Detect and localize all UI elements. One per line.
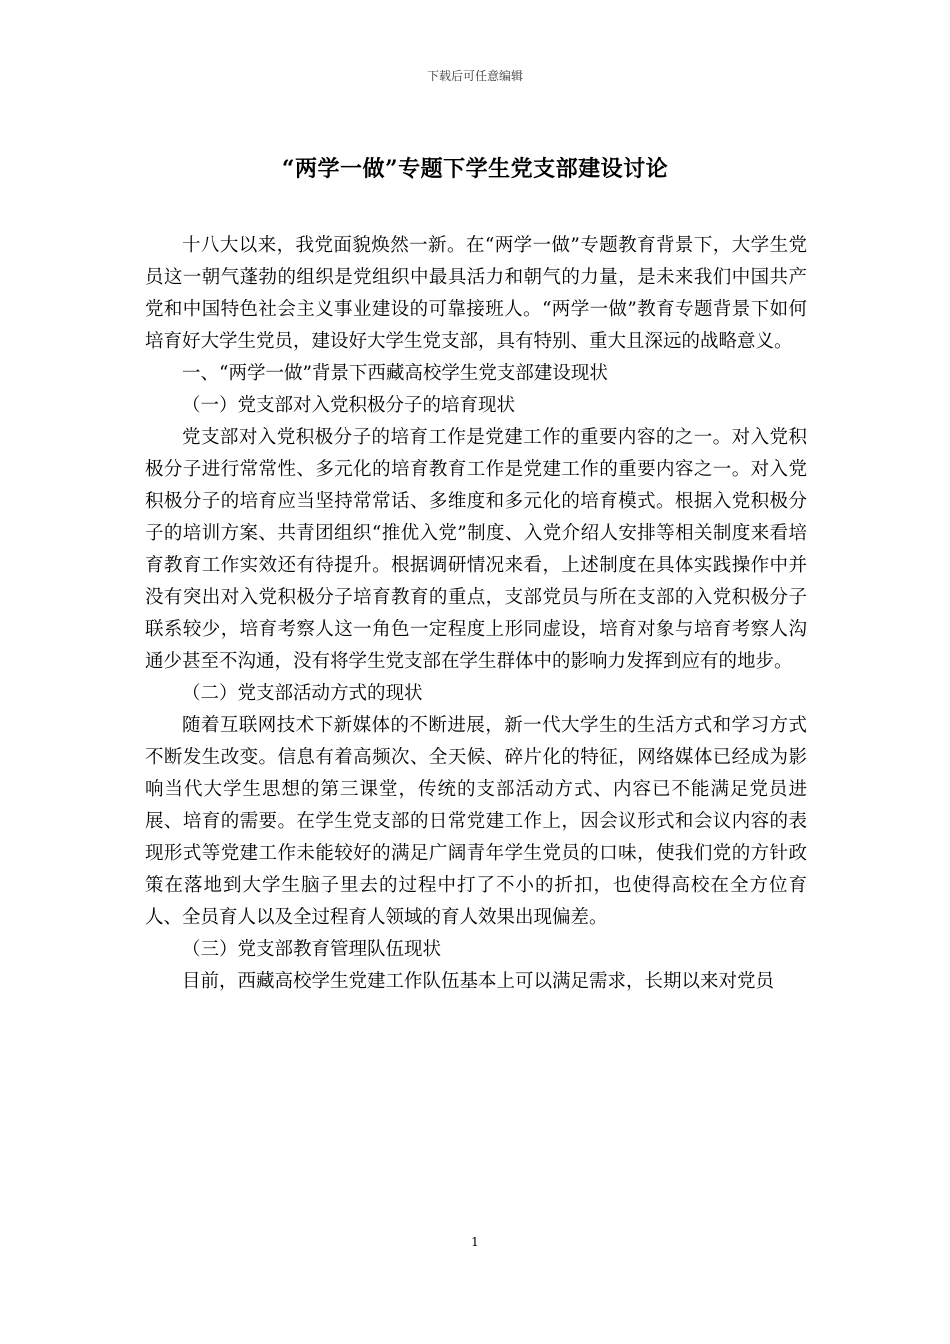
subsection-heading-2: （二）党支部活动方式的现状 [182, 683, 423, 704]
header-note: 下载后可任意编辑 [426, 69, 523, 83]
document-title: “两学一做”专题下学生党支部建设讨论 [281, 156, 669, 182]
subsection-paragraph-1: 党支部对入党积极分子的培育工作是党建工作的重要内容的之一。对入党积极分子进行常常性、多元化的培育教育工作是党建工作的重要内容之一。对入党积极分子的培育应当坚持常常话、多维度和多元化的培育模式。根据入党积极分子的培训方案、共青团组织“推优入党”制度、入党介绍人安排等相关制度来看培育教育工作实效还有待提升。根据调研情况来看，上述制度在具体实践操作中并没有突出对入党积极分子培育教育的重点，支部党员与所在支部的入党积极分子联系较少，培育考察人这一角色一定程度上形同虚设，培育对象与培育考察人沟通少甚至不沟通，没有将学生党支部在学生群体中的影响力发挥到应有的地步。 [145, 427, 807, 672]
subsection-paragraph-3: 目前，西藏高校学生党建工作队伍基本上可以满足需求，长期以来对党员 [182, 971, 775, 992]
page-number: 1 [471, 1235, 479, 1249]
document-body [145, 230, 807, 998]
section-heading-1: 一、“两学一做”背景下西藏高校学生党支部建设现状 [182, 363, 608, 384]
intro-paragraph: 十八大以来，我党面貌焕然一新。在“两学一做”专题教育背景下，大学生党员这一朝气蓬勃的组织是党组织中最具活力和朝气的力量，是未来我们中国共产党和中国特色社会主义事业建设的可靠接班人。“两学一做”教育专题背景下如何培育好大学生党员，建设好大学生党支部，具有特别、重大且深远的战略意义。 [145, 235, 807, 352]
subsection-heading-3: （三）党支部教育管理队伍现状 [182, 939, 442, 960]
subsection-heading-1: （一）党支部对入党积极分子的培育现状 [182, 395, 516, 416]
subsection-paragraph-2: 随着互联网技术下新媒体的不断进展，新一代大学生的生活方式和学习方式不断发生改变。信息有着高频次、全天候、碎片化的特征，网络媒体已经成为影响当代大学生思想的第三课堂，传统的支部活动方式、内容已不能满足党员进展、培育的需要。在学生党支部的日常党建工作上，因会议形式和会议内容的表现形式等党建工作未能较好的满足广阔青年学生党员的口味，使我们党的方针政策在落地到大学生脑子里去的过程中打了不小的折扣，也使得高校在全方位育人、全员育人以及全过程育人领域的育人效果出现偏差。 [145, 715, 807, 928]
